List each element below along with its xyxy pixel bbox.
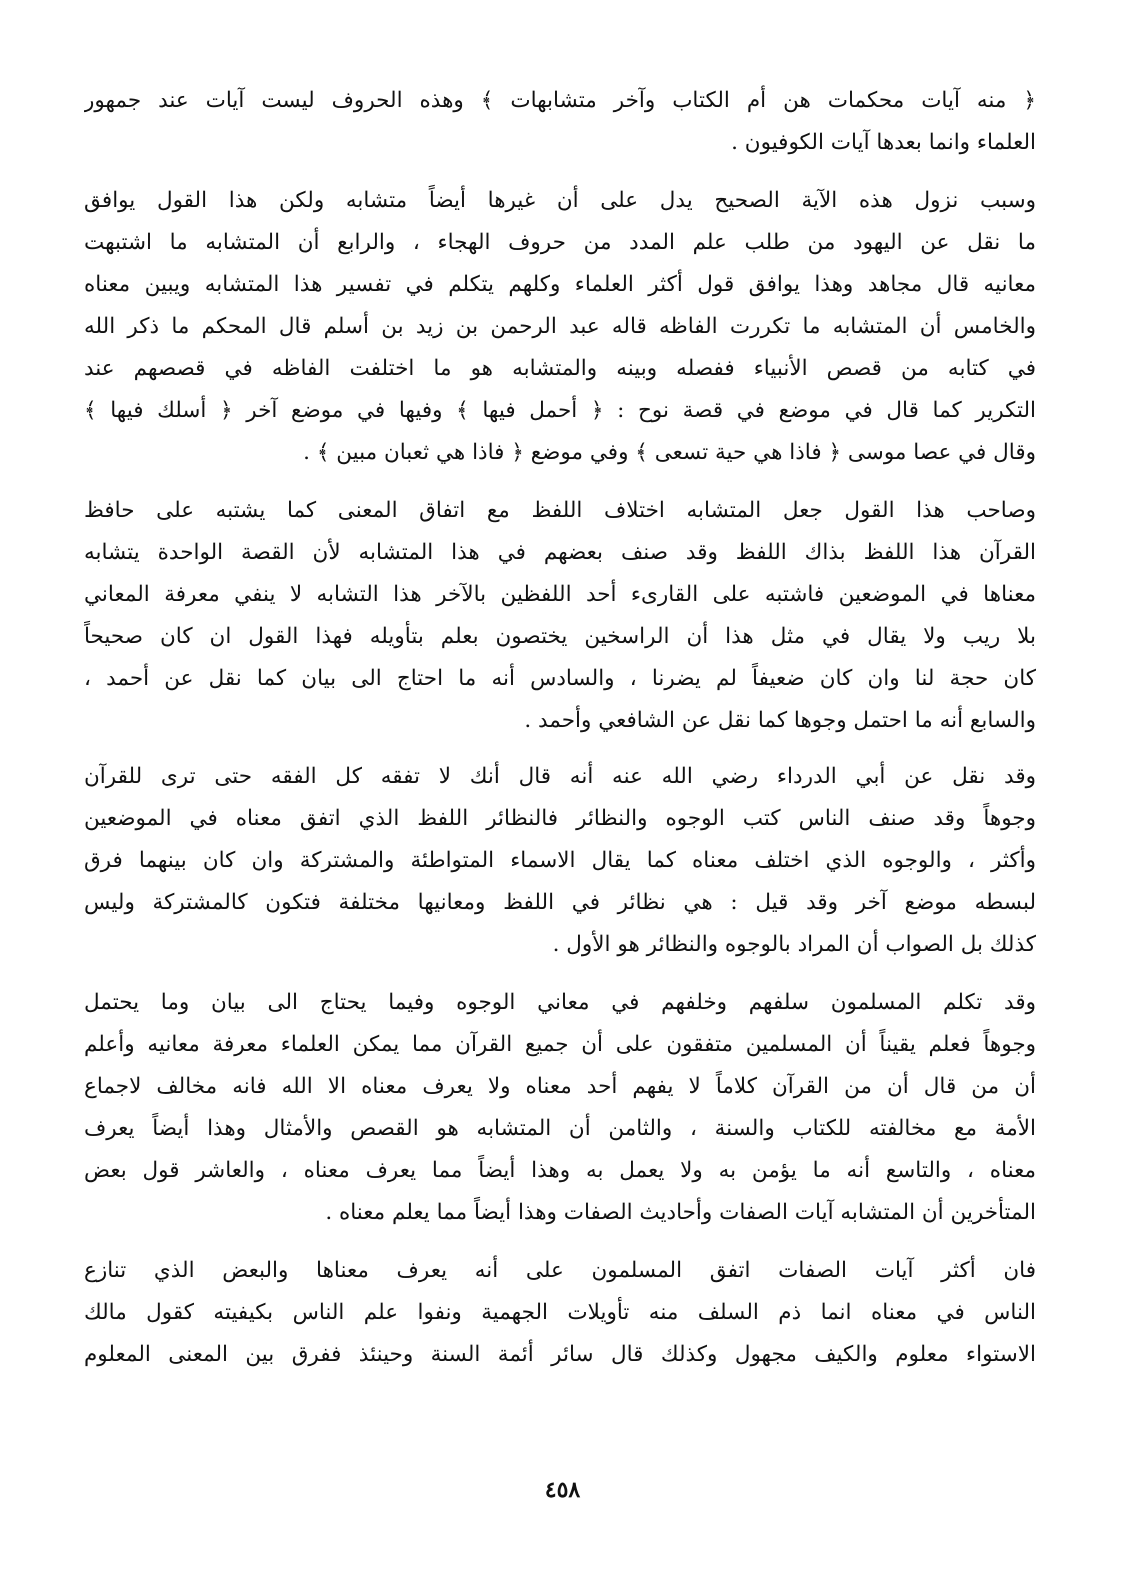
paragraph-2-line-3: معانيه قال مجاهد وهذا يوافق قول أكثر العلماء وكلهم يتكلم في تفسير هذا المتشابه ويبين معناه bbox=[84, 272, 1036, 297]
paragraph-3-line-6: والسابع أنه ما احتمل وجوها كما نقل عن الشافعي وأحمد . bbox=[524, 708, 1036, 733]
paragraph-6-line-1: فان أكثر آيات الصفات اتفق المسلمون على أنه يعرف معناها والبعض الذي تنازع bbox=[84, 1258, 1036, 1283]
paragraph-4-line-3: وأكثر ، والوجوه الذي اختلف معناه كما يقال الاسماء المتواطئة والمشتركة وان كان بينهما فرق bbox=[84, 848, 1036, 873]
paragraph-2-line-7: وقال في عصا موسى ﴿ فاذا هي حية تسعى ﴾ وفي موضع ﴿ فاذا هي ثعبان مبين ﴾ . bbox=[303, 440, 1036, 465]
paragraph-3-line-5: كان حجة لنا وان كان ضعيفاً لم يضرنا ، والسادس أنه ما احتاج الى بيان كما نقل عن أحمد ، bbox=[84, 666, 1036, 691]
paragraph-2-line-2: ما نقل عن اليهود من طلب علم المدد من حروف الهجاء ، والرابع أن المتشابه ما اشتبهت bbox=[84, 230, 1036, 255]
paragraph-3-line-1: وصاحب هذا القول جعل المتشابه اختلاف اللفظ مع اتفاق المعنى كما يشتبه على حافظ bbox=[84, 498, 1036, 523]
paragraph-4-line-1: وقد نقل عن أبي الدرداء رضي الله عنه أنه قال أنك لا تفقه كل الفقه حتى ترى للقرآن bbox=[84, 764, 1036, 789]
page-number: ٤٥٨ bbox=[544, 1477, 581, 1503]
paragraph-5-line-4: الأمة مع مخالفته للكتاب والسنة ، والثامن أن المتشابه هو القصص والأمثال وهذا أيضاً يعرف bbox=[84, 1116, 1036, 1141]
paragraph-2-line-1: وسبب نزول هذه الآية الصحيح يدل على أن غيرها أيضاً متشابه ولكن هذا القول يوافق bbox=[84, 188, 1036, 213]
paragraph-1-line-2: العلماء وانما بعدها آيات الكوفيون . bbox=[731, 130, 1036, 155]
paragraph-5-line-1: وقد تكلم المسلمون سلفهم وخلفهم في معاني الوجوه وفيما يحتاج الى بيان وما يحتمل bbox=[84, 990, 1036, 1015]
paragraph-6-line-3: الاستواء معلوم والكيف مجهول وكذلك قال سائر أئمة السنة وحينئذ ففرق بين المعنى المعلوم bbox=[84, 1342, 1036, 1367]
paragraph-3-line-3: معناها في الموضعين فاشتبه على القارىء أحد اللفظين بالآخر هذا التشابه لا ينفي معرفة المعاني bbox=[84, 582, 1036, 607]
paragraph-2-line-4: والخامس أن المتشابه ما تكررت الفاظه قاله عبد الرحمن بن زيد بن أسلم قال المحكم ما ذكر الله bbox=[84, 314, 1036, 339]
paragraph-3-line-4: بلا ريب ولا يقال في مثل هذا أن الراسخين يختصون بعلم بتأويله فهذا القول ان كان صحيحاً bbox=[84, 624, 1036, 649]
paragraph-2-line-5: في كتابه من قصص الأنبياء ففصله وبينه والمتشابه هو ما اختلفت الفاظه في قصصهم عند bbox=[84, 356, 1036, 381]
paragraph-4-line-5: كذلك بل الصواب أن المراد بالوجوه والنظائر هو الأول . bbox=[552, 932, 1036, 957]
paragraph-1-line-1: ﴿ منه آيات محكمات هن أم الكتاب وآخر متشابهات ﴾ وهذه الحروف ليست آيات عند جمهور bbox=[84, 88, 1036, 113]
paragraph-4-line-2: وجوهاً وقد صنف الناس كتب الوجوه والنظائر فالنظائر اللفظ الذي اتفق معناه في الموضعين bbox=[84, 806, 1036, 831]
paragraph-5-line-5: معناه ، والتاسع أنه ما يؤمن به ولا يعمل به وهذا أيضاً مما يعرف معناه ، والعاشر قول بعض bbox=[84, 1158, 1036, 1183]
paragraph-5-line-6: المتأخرين أن المتشابه آيات الصفات وأحاديث الصفات وهذا أيضاً مما يعلم معناه . bbox=[325, 1200, 1036, 1225]
paragraph-5-line-3: أن من قال أن من القرآن كلاماً لا يفهم أحد معناه ولا يعرف معناه الا الله فانه مخالف لاجماع bbox=[84, 1074, 1036, 1099]
paragraph-2-line-6: التكرير كما قال في موضع في قصة نوح : ﴿ أحمل فيها ﴾ وفيها في موضع آخر ﴿ أسلك فيها ﴾ bbox=[84, 398, 1036, 423]
paragraph-3-line-2: القرآن هذا اللفظ بذاك اللفظ وقد صنف بعضهم في هذا المتشابه لأن القصة الواحدة يتشابه bbox=[84, 540, 1036, 565]
paragraph-5-line-2: وجوهاً فعلم يقيناً أن المسلمين متفقون على أن جميع القرآن مما يمكن العلماء معرفة معانيه وأعلم bbox=[84, 1032, 1036, 1057]
paragraph-4-line-4: لبسطه موضع آخر وقد قيل : هي نظائر في اللفظ ومعانيها مختلفة فتكون كالمشتركة وليس bbox=[84, 890, 1036, 915]
paragraph-6-line-2: الناس في معناه انما ذم السلف منه تأويلات الجهمية ونفوا علم الناس بكيفيته كقول مالك bbox=[84, 1300, 1036, 1325]
